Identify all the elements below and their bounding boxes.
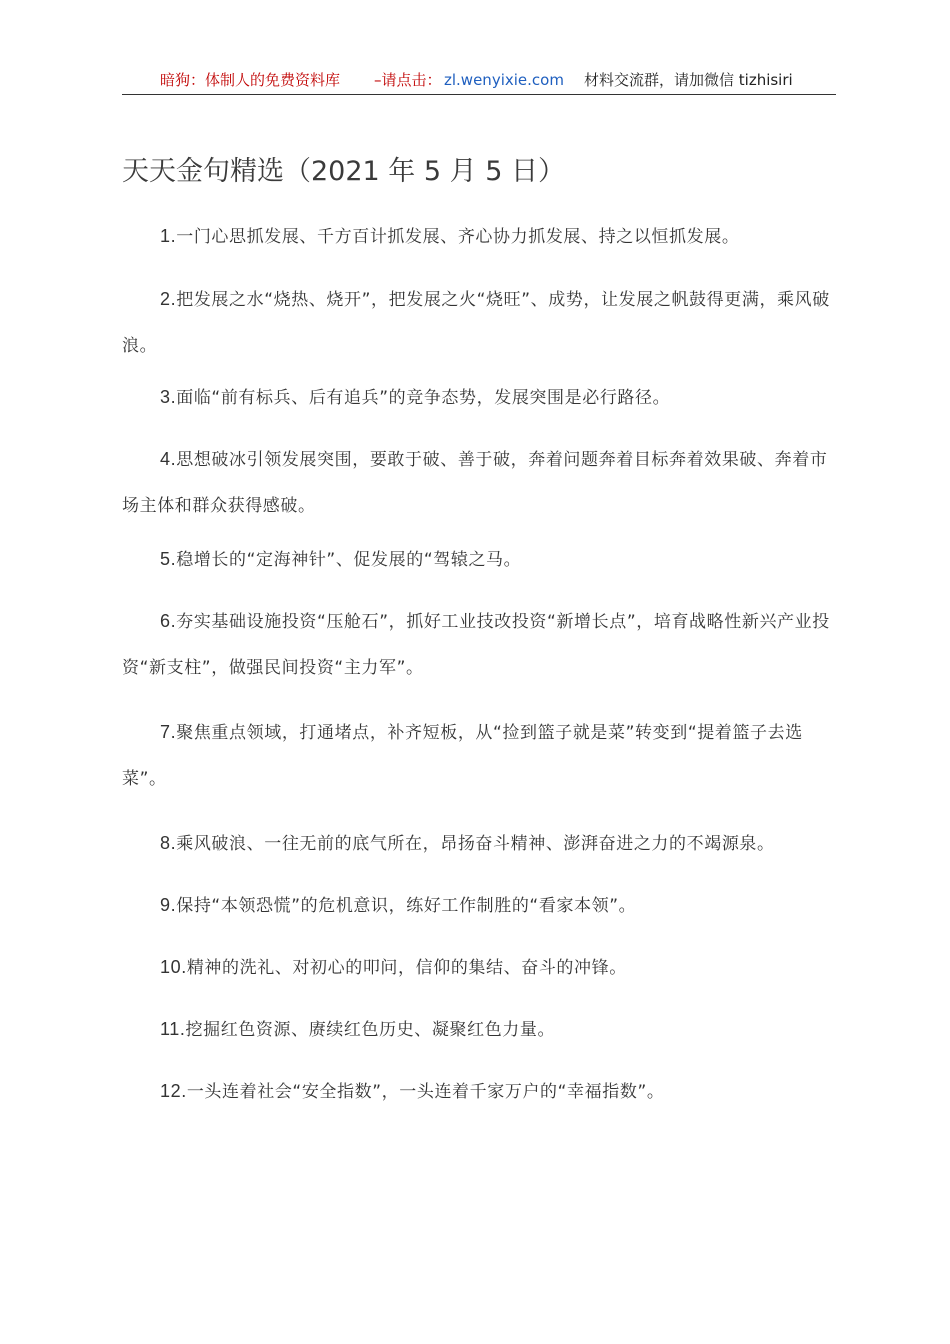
quote-text: 乘风破浪、一往无前的底气所在，昂扬奋斗精神、澎湃奋进之力的不竭源泉。	[176, 834, 775, 854]
quote-item	[122, 820, 838, 867]
header-brand: 暗狗：体制人的免费资料库	[160, 71, 341, 89]
quote-text: 聚焦重点领域，打通堵点，补齐短板，从“捡到篮子就是菜”转变到“提着篮子去选菜”。	[122, 723, 803, 789]
quote-item	[122, 709, 838, 802]
quote-number: 2.	[160, 289, 177, 309]
quote-number: 12.	[160, 1081, 187, 1101]
header-url-link[interactable]: zl.wenyixie.com	[444, 71, 564, 89]
quote-text: 把发展之水“烧热、烧开”，把发展之火“烧旺”、成势，让发展之帆鼓得更满，乘风破浪。	[122, 290, 830, 356]
quote-item	[122, 276, 838, 369]
quote-item	[122, 1068, 838, 1115]
page-header	[122, 66, 836, 95]
quote-number: 8.	[160, 833, 177, 853]
quote-text: 挖掘红色资源、赓续红色历史、凝聚红色力量。	[185, 1020, 556, 1040]
quote-text: 一头连着社会“安全指数”，一头连着千家万户的“幸福指数”。	[186, 1082, 665, 1102]
quote-item	[122, 944, 838, 991]
quote-text: 面临“前有标兵、后有追兵”的竞争态势，发展突围是必行路径。	[176, 388, 671, 408]
header-contact: 材料交流群，请加微信 tizhisiri	[584, 71, 793, 89]
quote-number: 5.	[160, 549, 177, 569]
quote-number: 1.	[160, 226, 177, 246]
quote-number: 11.	[160, 1019, 186, 1039]
header-click-label: –请点击：	[374, 71, 442, 89]
quote-item	[122, 882, 838, 929]
quote-number: 7.	[160, 722, 177, 742]
quote-item	[122, 213, 838, 260]
quote-text: 精神的洗礼、对初心的叩问，信仰的集结、奋斗的冲锋。	[186, 958, 627, 978]
quote-text: 夯实基础设施投资“压舱石”，抓好工业技改投资“新增长点”，培育战略性新兴产业投资“新支柱”，做强民间投资“主力军”。	[122, 612, 830, 678]
quote-number: 4.	[160, 449, 177, 469]
quote-item	[122, 1006, 838, 1053]
quote-text: 稳增长的“定海神针”、促发展的“驾辕之马。	[176, 550, 522, 570]
quote-text: 思想破冰引领发展突围，要敢于破、善于破，奔着问题奔着目标奔着效果破、奔着市场主体和群众获得感破。	[122, 450, 828, 516]
quote-item	[122, 436, 838, 529]
quote-text: 保持“本领恐慌”的危机意识，练好工作制胜的“看家本领”。	[176, 896, 637, 916]
page-title: 天天金句精选（2021 年 5 月 5 日）	[122, 156, 565, 187]
quote-number: 3.	[160, 387, 177, 407]
quote-item	[122, 598, 838, 691]
quote-number: 10.	[160, 957, 187, 977]
quote-item	[122, 374, 838, 421]
quote-item	[122, 536, 838, 583]
quote-text: 一门心思抓发展、千方百计抓发展、齐心协力抓发展、持之以恒抓发展。	[176, 227, 740, 247]
quote-number: 9.	[160, 895, 177, 915]
quote-number: 6.	[160, 611, 177, 631]
